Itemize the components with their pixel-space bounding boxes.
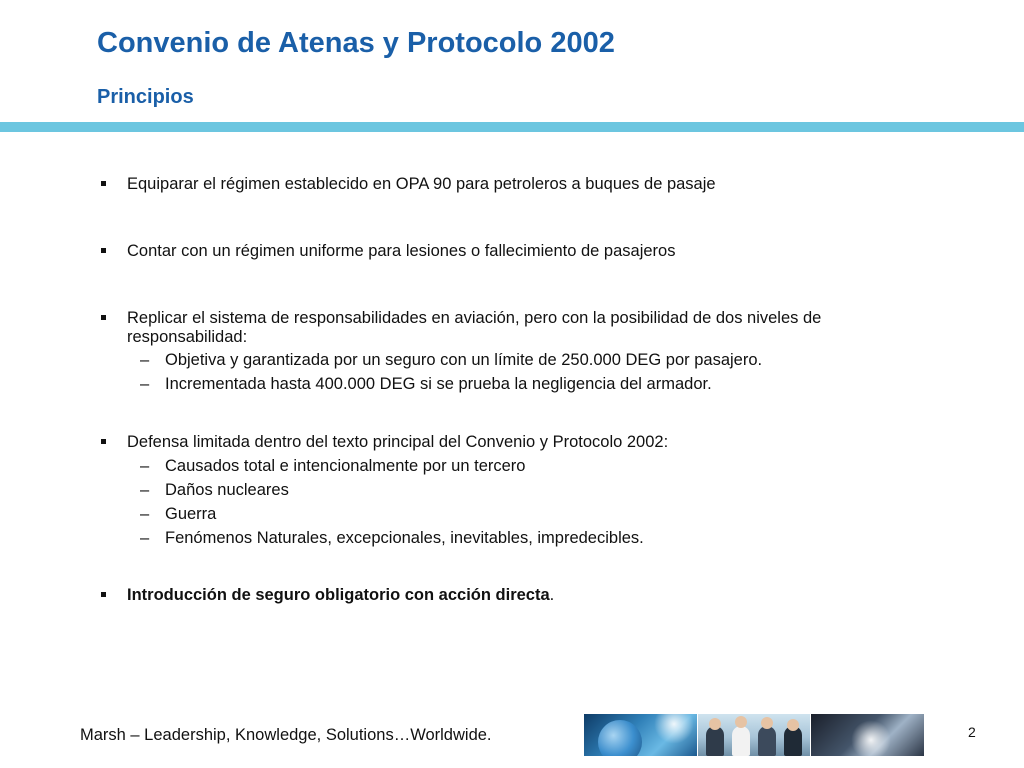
person-figure bbox=[706, 726, 724, 756]
page-number: 2 bbox=[968, 724, 976, 740]
dash-marker: – bbox=[140, 351, 150, 369]
sub-item-text: Guerra bbox=[165, 505, 217, 523]
sub-item-text: Incrementada hasta 400.000 DEG si se prueba la negligencia del armador. bbox=[165, 375, 712, 393]
sub-item-text: Daños nucleares bbox=[165, 481, 289, 499]
sub-item-text: Fenómenos Naturales, excepcionales, inevitables, impredecibles. bbox=[165, 529, 644, 547]
bullet-suffix: . bbox=[549, 586, 555, 604]
person-head bbox=[787, 719, 799, 731]
dash-marker: – bbox=[140, 505, 150, 523]
business-people-image bbox=[698, 714, 811, 756]
slide-subtitle: Principios bbox=[97, 86, 194, 108]
square-bullet-icon bbox=[101, 315, 106, 320]
technology-image bbox=[811, 714, 924, 756]
dash-marker: – bbox=[140, 529, 150, 547]
person-head bbox=[735, 716, 747, 728]
dash-marker: – bbox=[140, 457, 150, 475]
dash-marker: – bbox=[140, 375, 150, 393]
sub-item-text: Objetiva y garantizada por un seguro con un límite de 250.000 DEG por pasajero. bbox=[165, 351, 763, 369]
footer-tagline: Marsh – Leadership, Knowledge, Solutions…Worldwide. bbox=[80, 726, 492, 744]
square-bullet-icon bbox=[101, 439, 106, 444]
bullet-text: Contar con un régimen uniforme para lesiones o fallecimiento de pasajeros bbox=[127, 242, 676, 260]
square-bullet-icon bbox=[101, 248, 106, 253]
bullet-text: Equiparar el régimen establecido en OPA 90 para petroleros a buques de pasaje bbox=[127, 175, 716, 193]
square-bullet-icon bbox=[101, 592, 106, 597]
bullet-text: Defensa limitada dentro del texto principal del Convenio y Protocolo 2002: bbox=[127, 433, 669, 451]
light-flare bbox=[654, 714, 694, 744]
globe-icon bbox=[598, 720, 642, 756]
bullet-text bbox=[127, 586, 942, 605]
footer-image-strip bbox=[584, 714, 924, 756]
sub-item-text: Causados total e intencionalmente por un tercero bbox=[165, 457, 526, 475]
square-bullet-icon bbox=[101, 181, 106, 186]
globe-image bbox=[584, 714, 697, 756]
header-divider-bar bbox=[0, 122, 1024, 132]
person-head bbox=[709, 718, 721, 730]
bold-bullet-text: Introducción de seguro obligatorio con acción directa bbox=[127, 586, 550, 604]
person-head bbox=[761, 717, 773, 729]
bullet-text: Replicar el sistema de responsabilidades en aviación, pero con la posibilidad de dos niveles de responsabilidad: bbox=[127, 309, 822, 346]
person-figure bbox=[732, 726, 750, 756]
dash-marker: – bbox=[140, 481, 150, 499]
person-figure bbox=[758, 726, 776, 756]
light-flare bbox=[851, 720, 891, 756]
slide-title: Convenio de Atenas y Protocolo 2002 bbox=[97, 27, 615, 59]
